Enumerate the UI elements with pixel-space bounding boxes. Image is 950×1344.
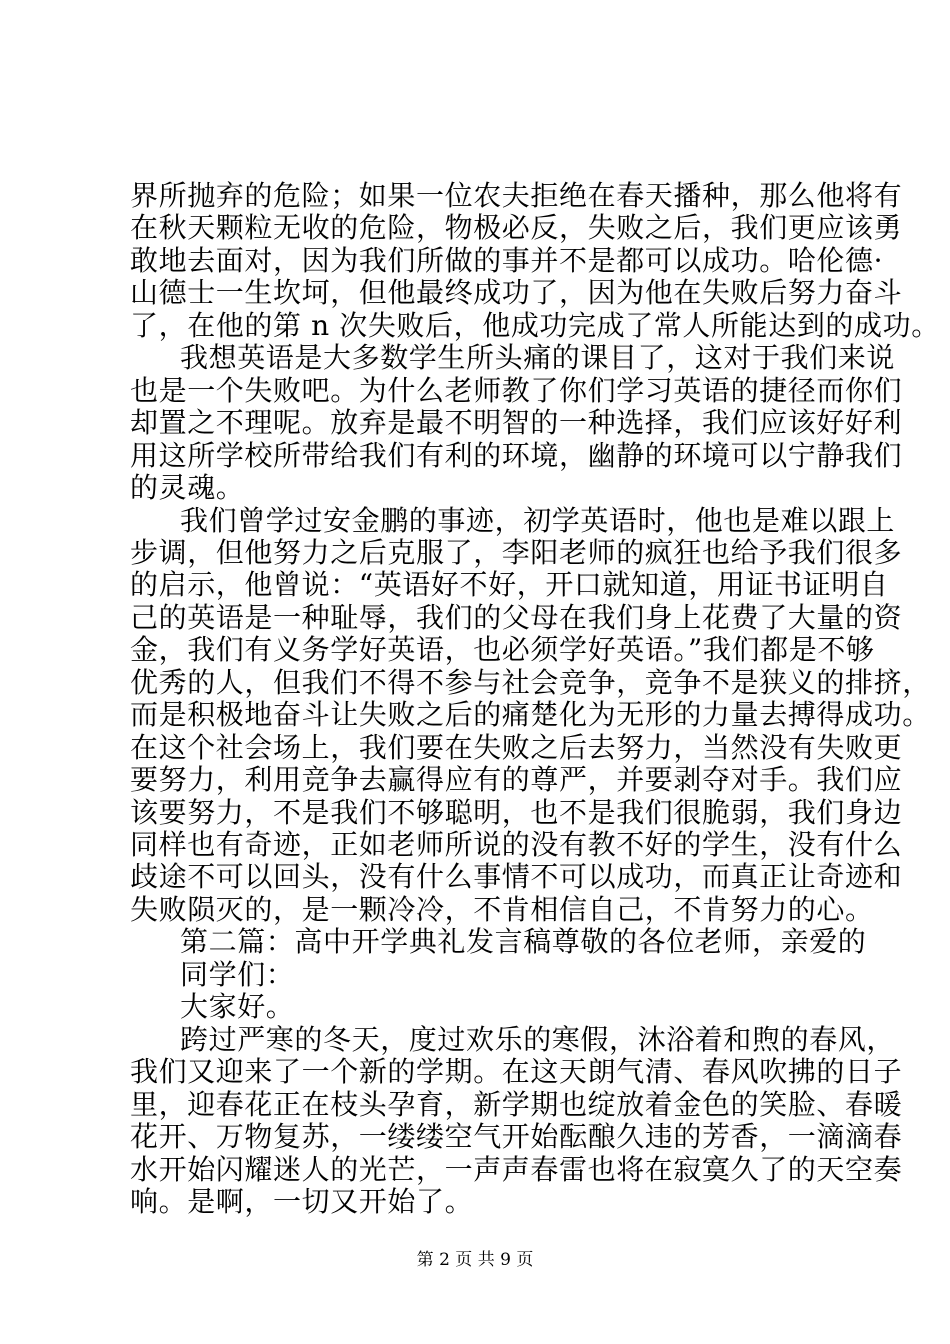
text-line: 而是积极地奋斗让失败之后的痛楚化为无形的力量去搏得成功。	[130, 698, 931, 731]
text-line: 却置之不理呢。放弃是最不明智的一种选择，我们应该好好利	[130, 406, 903, 439]
text-line: 水开始闪耀迷人的光芒，一声声春雷也将在寂寞久了的天空奏	[130, 1153, 903, 1186]
text-line: 花开、万物复苏，一缕缕空气开始酝酿久违的芳香，一滴滴春	[130, 1120, 903, 1153]
page-number: 第 2 页 共 9 页	[416, 1250, 534, 1270]
text-line: 我们又迎来了一个新的学期。在这天朗气清、春风吹拂的日子	[130, 1055, 903, 1088]
text-line: 优秀的人，但我们不得不参与社会竞争，竞争不是狭义的排挤，	[130, 666, 931, 699]
text-line: 我们曾学过安金鹏的事迹，初学英语时，他也是难以跟上	[180, 504, 896, 537]
section-heading: 第二篇：高中开学典礼发言稿尊敬的各位老师，亲爱的	[180, 925, 867, 958]
text-line: 界所抛弃的危险；如果一位农夫拒绝在春天播种，那么他将有	[130, 179, 903, 212]
text-line: 响。是啊，一切又开始了。	[130, 1185, 474, 1218]
text-line: 金，我们有义务学好英语，也必须学好英语。”我们都是不够	[130, 633, 875, 666]
text-line: 同样也有奇迹，正如老师所说的没有教不好的学生，没有什么	[130, 828, 903, 861]
text-line: 也是一个失败吧。为什么老师教了你们学习英语的捷径而你们	[130, 374, 903, 407]
text-line: 山德士一生坎坷，但他最终成功了，因为他在失败后努力奋斗	[130, 276, 903, 309]
text-line: 失败陨灭的，是一颗冷冷，不肯相信自己，不肯努力的心。	[130, 893, 874, 926]
salutation: 同学们：	[180, 958, 295, 991]
text-line: 在这个社会场上，我们要在失败之后去努力，当然没有失败更	[130, 731, 903, 764]
text-line: 用这所学校所带给我们有利的环境，幽静的环境可以宁静我们	[130, 439, 903, 472]
text-line: 的灵魂。	[130, 471, 245, 504]
text-line: 该要努力，不是我们不够聪明，也不是我们很脆弱，我们身边	[130, 796, 903, 829]
text-line: 了，在他的第 n 次失败后，他成功完成了常人所能达到的成功。	[130, 309, 940, 342]
text-line: 敢地去面对，因为我们所做的事并不是都可以成功。哈伦德·	[130, 244, 884, 277]
text-line: 跨过严寒的冬天，度过欢乐的寒假，沐浴着和煦的春风，	[180, 1023, 896, 1056]
text-line: 里，迎春花正在枝头孕育，新学期也绽放着金色的笑脸、春暖	[130, 1088, 903, 1121]
text-line: 己的英语是一种耻辱，我们的父母在我们身上花费了大量的资	[130, 601, 903, 634]
greeting: 大家好。	[180, 990, 295, 1023]
text-line: 在秋天颗粒无收的危险，物极必反，失败之后，我们更应该勇	[130, 211, 903, 244]
text-line: 步调，但他努力之后克服了，李阳老师的疯狂也给予我们很多	[130, 536, 903, 569]
text-line: 歧途不可以回头，没有什么事情不可以成功，而真正让奇迹和	[130, 860, 903, 893]
text-line: 要努力，利用竞争去赢得应有的尊严，并要剥夺对手。我们应	[130, 763, 903, 796]
text-line: 的启示，他曾说：“英语好不好，开口就知道，用证书证明自	[130, 568, 889, 601]
text-line: 我想英语是大多数学生所头痛的课目了，这对于我们来说	[180, 341, 896, 374]
